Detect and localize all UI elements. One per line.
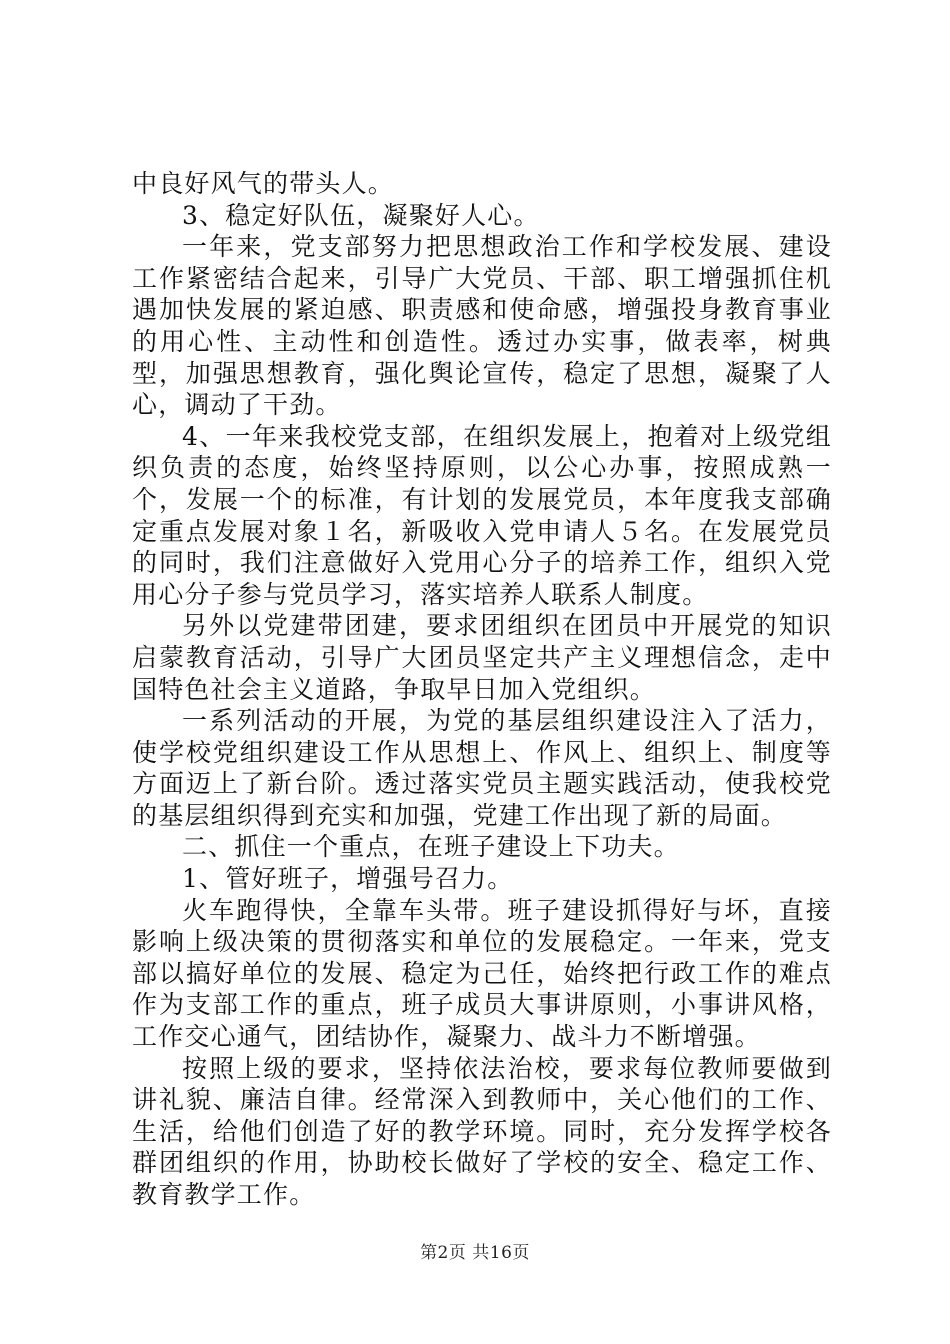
paragraph: 另外以党建带团建，要求团组织在团员中开展党的知识启蒙教育活动，引导广大团员坚定共产主义理想信念，走中国特色社会主义道路，争取早日加入党组织。 (132, 611, 832, 704)
section-heading: 二、抓住一个重点，在班子建设上下功夫。 (182, 832, 680, 862)
paragraph: 按照上级的要求，坚持依法治校，要求每位教师要做到讲礼貌、廉洁自律。经常深入到教师中，关心他们的工作、生活，给他们创造了好的教学环境。同时，充分发挥学校各群团组织的作用，协助校长做好了学校的安全、稳定工作、教育教学工作。 (132, 1053, 832, 1209)
document-body (132, 168, 832, 1211)
paragraph: 火车跑得快，全靠车头带。班子建设抓得好与坏，直接影响上级决策的贯彻落实和单位的发展稳定。一年来，党支部以搞好单位的发展、稳定为己任，始终把行政工作的难点作为支部工作的重点，班子成员大事讲原则，小事讲风格，工作交心通气，团结协作，凝聚力、战斗力不断增强。 (132, 895, 832, 1052)
paragraph: 一系列活动的开展，为党的基层组织建设注入了活力，使学校党组织建设工作从思想上、作风上、组织上、制度等方面迈上了新台阶。透过落实党员主题实践活动，使我校党的基层组织得到充实和加强，党建工作出现了新的局面。 (132, 706, 832, 830)
page-number-footer: 第2页 共16页 (420, 1243, 530, 1263)
paragraph: 一年来，党支部努力把思想政治工作和学校发展、建设工作紧密结合起来，引导广大党员、干部、职工增强抓住机遇加快发展的紧迫感、职责感和使命感，增强投身教育事业的用心性、主动性和创造性。透过办实事，做表率，树典型，加强思想教育，强化舆论宣传，稳定了思想，凝聚了人心，调动了干劲。 (132, 232, 832, 420)
paragraph-continuation: 中良好风气的带头人。 (132, 169, 395, 198)
paragraph-item-4: 4、一年来我校党支部，在组织发展上，抱着对上级党组织负责的态度，始终坚持原则，以公心办事，按照成熟一个，发展一个的标准，有计划的发展党员，本年度我支部确定重点发展对象１名，新吸收入党申请人５名。在发展党员的同时，我们注意做好入党用心分子的培养工作，组织入党用心分子参与党员学习，落实培养人联系人制度。 (132, 421, 832, 609)
paragraph-heading-3: 3、稳定好队伍，凝聚好人心。 (182, 200, 540, 230)
subsection-heading: 1、管好班子，增强号召力。 (182, 864, 514, 894)
